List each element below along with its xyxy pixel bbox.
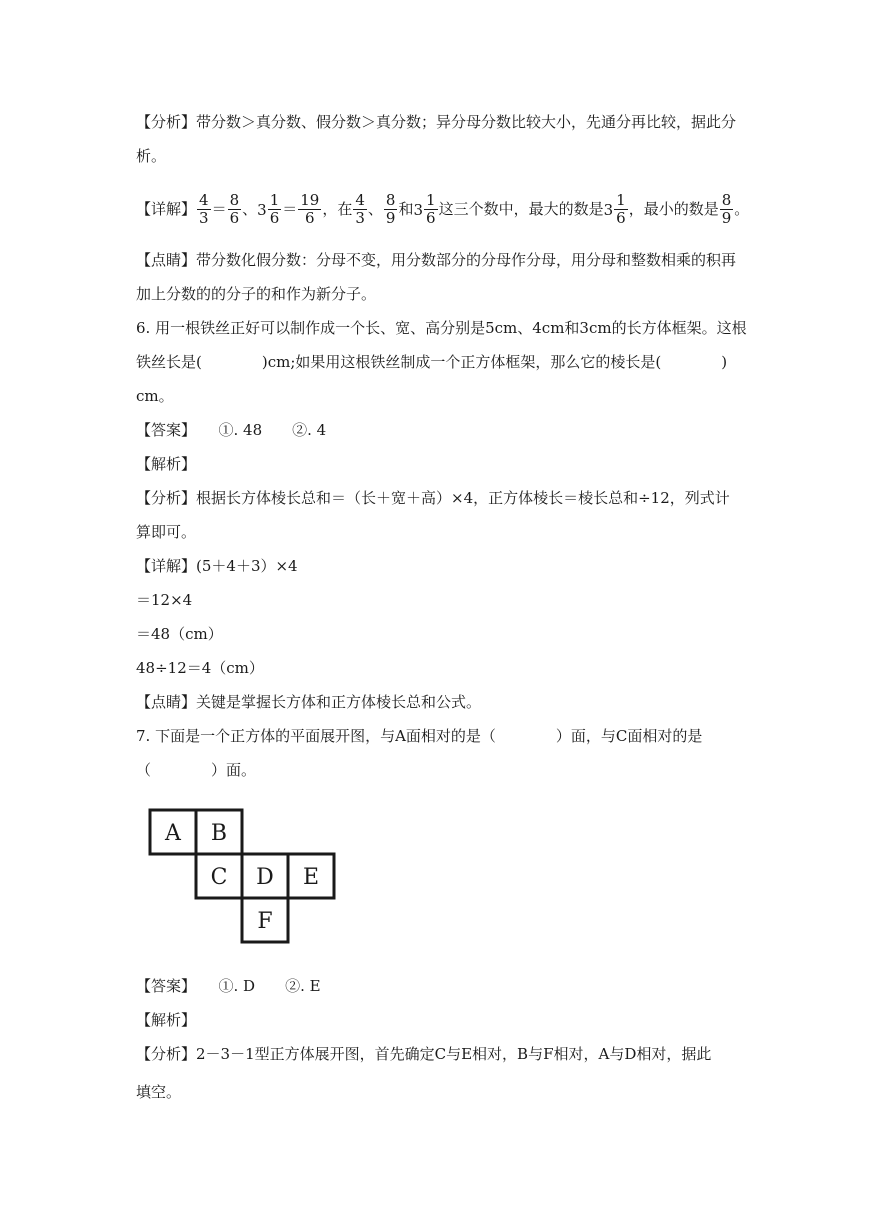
net-label-d: D xyxy=(256,865,274,890)
separator: 、 xyxy=(367,200,383,218)
net-label-b: B xyxy=(210,821,228,846)
mixed-number: 3 $\frac{1}{6}$ xyxy=(413,191,436,227)
net-label-e: E xyxy=(302,865,320,890)
q6-detail-line-4: 48÷12＝4（cm） xyxy=(136,659,264,677)
net-label-c: C xyxy=(210,865,228,890)
q5-detail-line xyxy=(136,188,750,228)
detail-text: 。 xyxy=(734,200,750,218)
equals-sign: ＝ xyxy=(211,200,227,218)
q5-analysis-line-2: 析。 xyxy=(136,147,167,165)
q6-solution-label: 【解析】 xyxy=(136,455,197,473)
fraction: $\frac{4}{3}$ xyxy=(355,190,365,227)
equals-sign: ＝ xyxy=(282,200,298,218)
q6-detail-line-2: ＝12×4 xyxy=(136,591,193,609)
fraction: $\frac{4}{3}$ xyxy=(199,190,209,227)
fraction: $\frac{19}{6}$ xyxy=(300,190,320,227)
q6-point: 【点睛】关键是掌握长方体和正方体棱长总和公式。 xyxy=(136,693,482,711)
q7-question-line-2: （ ）面。 xyxy=(136,761,257,779)
detail-text: ，在 xyxy=(322,200,353,218)
q7-question-line-1: 7. 下面是一个正方体的平面展开图，与A面相对的是（ ）面，与C面相对的是 xyxy=(136,727,703,745)
fraction: $\frac{8}{9}$ xyxy=(721,190,732,227)
q6-analysis-line-2: 算即可。 xyxy=(136,523,197,541)
fraction: $\frac{8}{6}$ xyxy=(229,190,240,227)
separator: 、 xyxy=(242,200,258,218)
detail-text: 和 xyxy=(398,200,414,218)
q7-analysis-line-1: 【分析】2－3－1型正方体展开图，首先确定C与E相对，B与F相对，A与D相对，据此 xyxy=(136,1045,712,1063)
cube-net-diagram xyxy=(148,808,338,944)
q6-answer: 【答案】 ①. 48 ②. 4 xyxy=(136,421,327,439)
q5-point-line-2: 加上分数的的分子的和作为新分子。 xyxy=(136,285,377,303)
q6-detail-line-3: ＝48（cm） xyxy=(136,625,223,643)
q6-question-line-2: 铁丝长是( )cm;如果用这根铁丝制成一个正方体框架，那么它的棱长是( ) xyxy=(136,353,728,371)
detail-text: ，最小的数是 xyxy=(628,200,719,218)
detail-label: 【详解】 xyxy=(136,200,197,218)
mixed-number: 3 $\frac{1}{6}$ xyxy=(603,191,626,227)
q6-question-line-1: 6. 用一根铁丝正好可以制作成一个长、宽、高分别是5cm、4cm和3cm的长方体框架。这根 xyxy=(136,319,747,337)
q6-detail-line-1: 【详解】(5＋4＋3）×4 xyxy=(136,557,298,575)
q5-analysis-line-1: 【分析】带分数＞真分数、假分数＞真分数；异分母分数比较大小，先通分再比较，据此分 xyxy=(136,113,737,131)
q6-analysis-line-1: 【分析】根据长方体棱长总和＝（长＋宽＋高）×4，正方体棱长＝棱长总和÷12，列式计 xyxy=(136,489,730,507)
q5-point-line-1: 【点睛】带分数化假分数：分母不变，用分数部分的分母作分母，用分母和整数相乘的积再 xyxy=(136,251,737,269)
detail-text: 这三个数中，最大的数是 xyxy=(438,200,604,218)
q7-answer: 【答案】 ①. D ②. E xyxy=(136,977,321,995)
q6-question-line-3: cm。 xyxy=(136,387,174,405)
q7-solution-label: 【解析】 xyxy=(136,1011,197,1029)
net-label-f: F xyxy=(257,909,273,934)
net-label-a: A xyxy=(165,821,181,846)
q7-analysis-line-2: 填空。 xyxy=(136,1083,182,1101)
fraction: $\frac{8}{9}$ xyxy=(385,190,396,227)
mixed-number: 3 $\frac{1}{6}$ xyxy=(257,191,280,227)
